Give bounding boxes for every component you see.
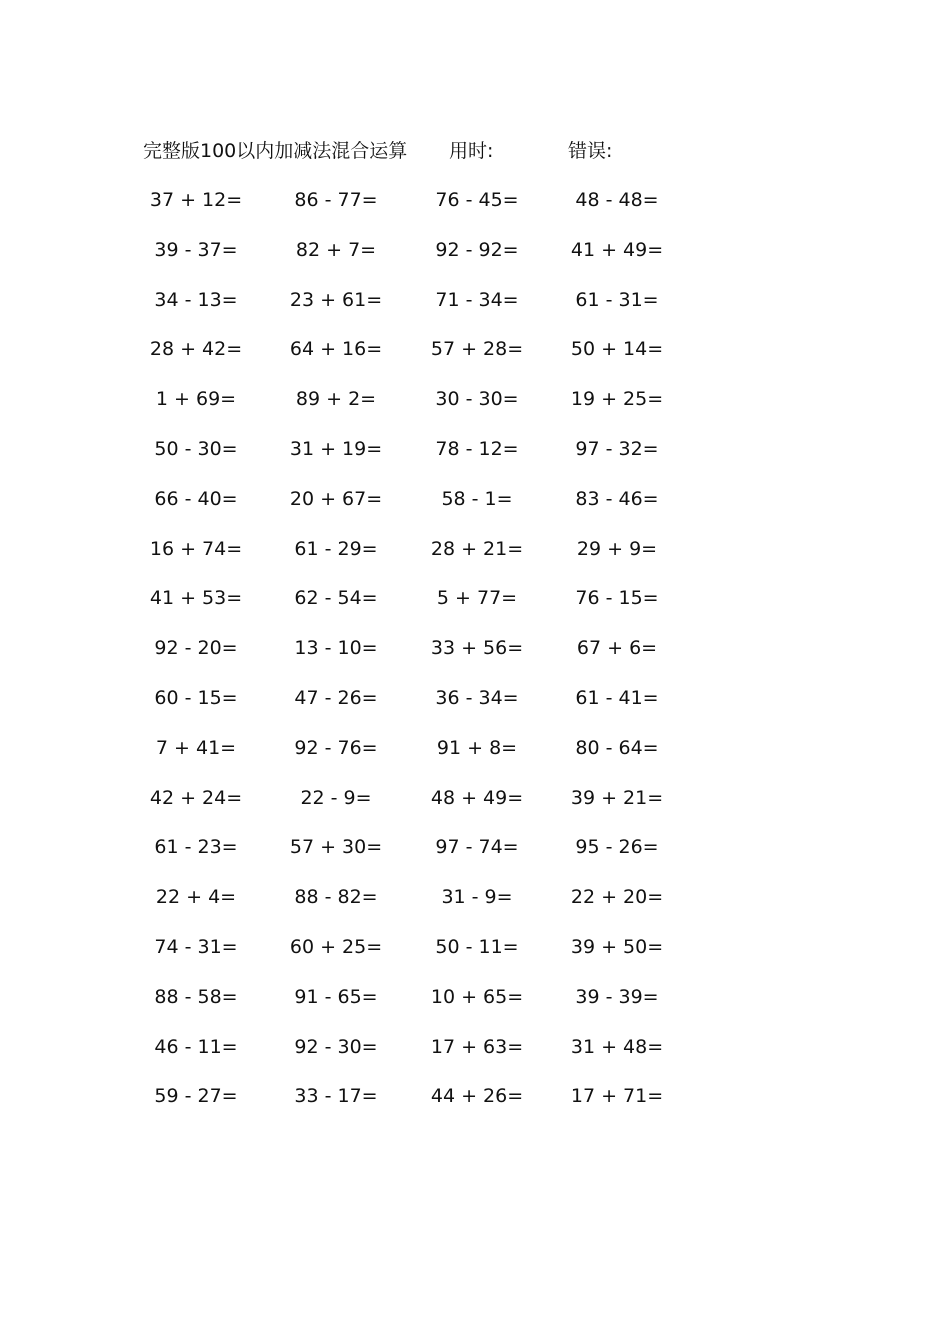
math-problem: 76 - 45= — [435, 189, 519, 211]
math-problem: 36 - 34= — [435, 686, 519, 709]
math-problem: 17 + 63= — [430, 1035, 524, 1058]
problem-row — [0, 385, 950, 435]
problem-row — [0, 983, 950, 1033]
math-problem: 47 - 26= — [294, 686, 378, 709]
math-problem: 83 - 46= — [575, 487, 659, 510]
math-problem: 41 + 53= — [149, 587, 243, 610]
math-problem: 34 - 13= — [154, 288, 238, 311]
math-problem: 60 + 25= — [289, 935, 383, 958]
math-problem: 92 - 92= — [435, 238, 519, 261]
problem-row — [0, 236, 950, 286]
math-problem: 57 + 28= — [430, 338, 524, 361]
math-problem: 44 + 26= — [430, 1085, 524, 1108]
math-problem: 61 - 31= — [575, 288, 659, 311]
problem-row — [0, 335, 950, 385]
math-problem: 80 - 64= — [575, 736, 659, 759]
math-problem: 61 - 41= — [575, 686, 659, 709]
math-problem: 78 - 12= — [435, 437, 519, 460]
math-problem: 37 + 12= — [149, 189, 243, 211]
math-problem: 60 - 15= — [154, 686, 238, 709]
problem-row — [0, 833, 950, 883]
math-problem: 13 - 10= — [294, 637, 378, 660]
math-problem: 86 - 77= — [294, 189, 378, 211]
math-problem: 59 - 27= — [154, 1085, 238, 1108]
time-used-label: 用时: — [449, 140, 494, 162]
math-problem: 97 - 74= — [435, 836, 519, 859]
math-problem: 57 + 30= — [289, 836, 383, 859]
math-problem: 92 - 20= — [154, 637, 238, 660]
math-problem: 28 + 21= — [430, 537, 524, 560]
math-problem: 46 - 11= — [154, 1035, 238, 1058]
errors-label: 错误: — [568, 140, 613, 162]
math-problem: 17 + 71= — [570, 1085, 664, 1108]
math-problem: 22 + 20= — [570, 886, 664, 909]
math-problem: 76 - 15= — [575, 587, 659, 610]
math-problem: 16 + 74= — [149, 537, 243, 560]
problem-row — [0, 634, 950, 684]
math-problem: 22 + 4= — [155, 886, 237, 909]
math-problem: 31 + 19= — [289, 437, 383, 460]
math-problem: 92 - 30= — [294, 1035, 378, 1058]
problem-row — [0, 186, 950, 236]
math-problem: 95 - 26= — [575, 836, 659, 859]
math-problem: 33 + 56= — [430, 637, 524, 660]
math-problem: 41 + 49= — [570, 238, 664, 261]
worksheet-title: 完整版100以内加减法混合运算 — [143, 140, 408, 162]
math-problem: 50 - 11= — [435, 935, 519, 958]
math-problem: 31 - 9= — [441, 886, 513, 909]
problem-row — [0, 286, 950, 336]
math-problem: 19 + 25= — [570, 388, 664, 411]
problem-row — [0, 734, 950, 784]
math-problem: 1 + 69= — [155, 388, 237, 411]
problem-grid — [0, 186, 950, 1132]
math-problem: 23 + 61= — [289, 288, 383, 311]
math-problem: 28 + 42= — [149, 338, 243, 361]
math-problem: 66 - 40= — [154, 487, 238, 510]
math-problem: 92 - 76= — [294, 736, 378, 759]
math-problem: 48 - 48= — [575, 189, 659, 211]
math-problem: 31 + 48= — [570, 1035, 664, 1058]
math-problem: 97 - 32= — [575, 437, 659, 460]
problem-row — [0, 933, 950, 983]
math-problem: 89 + 2= — [295, 388, 377, 411]
math-problem: 88 - 58= — [154, 985, 238, 1008]
math-problem: 29 + 9= — [576, 537, 658, 560]
math-problem: 91 - 65= — [294, 985, 378, 1008]
math-problem: 42 + 24= — [149, 786, 243, 809]
problem-row — [0, 1033, 950, 1083]
math-problem: 39 + 50= — [570, 935, 664, 958]
math-problem: 48 + 49= — [430, 786, 524, 809]
math-problem: 50 - 30= — [154, 437, 238, 460]
worksheet-header — [0, 137, 950, 165]
math-problem: 62 - 54= — [294, 587, 378, 610]
math-problem: 5 + 77= — [436, 587, 518, 610]
problem-row — [0, 784, 950, 834]
math-problem: 61 - 29= — [294, 537, 378, 560]
math-problem: 61 - 23= — [154, 836, 238, 859]
math-problem: 22 - 9= — [300, 786, 372, 809]
problem-row — [0, 584, 950, 634]
math-problem: 71 - 34= — [435, 288, 519, 311]
math-problem: 91 + 8= — [436, 736, 518, 759]
math-problem: 58 - 1= — [441, 487, 513, 510]
problem-row — [0, 883, 950, 933]
problem-row — [0, 1082, 950, 1132]
math-problem: 67 + 6= — [576, 637, 658, 660]
math-problem: 64 + 16= — [289, 338, 383, 361]
math-problem: 88 - 82= — [294, 886, 378, 909]
problem-row — [0, 485, 950, 535]
math-problem: 39 - 37= — [154, 238, 238, 261]
math-problem: 39 - 39= — [575, 985, 659, 1008]
problem-row — [0, 435, 950, 485]
math-problem: 39 + 21= — [570, 786, 664, 809]
math-problem: 74 - 31= — [154, 935, 238, 958]
math-problem: 50 + 14= — [570, 338, 664, 361]
math-problem: 82 + 7= — [295, 238, 377, 261]
math-problem: 10 + 65= — [430, 985, 524, 1008]
math-problem: 33 - 17= — [294, 1085, 378, 1108]
problem-row — [0, 684, 950, 734]
problem-row — [0, 535, 950, 585]
math-problem: 20 + 67= — [289, 487, 383, 510]
math-problem: 30 - 30= — [435, 388, 519, 411]
math-problem: 7 + 41= — [155, 736, 237, 759]
